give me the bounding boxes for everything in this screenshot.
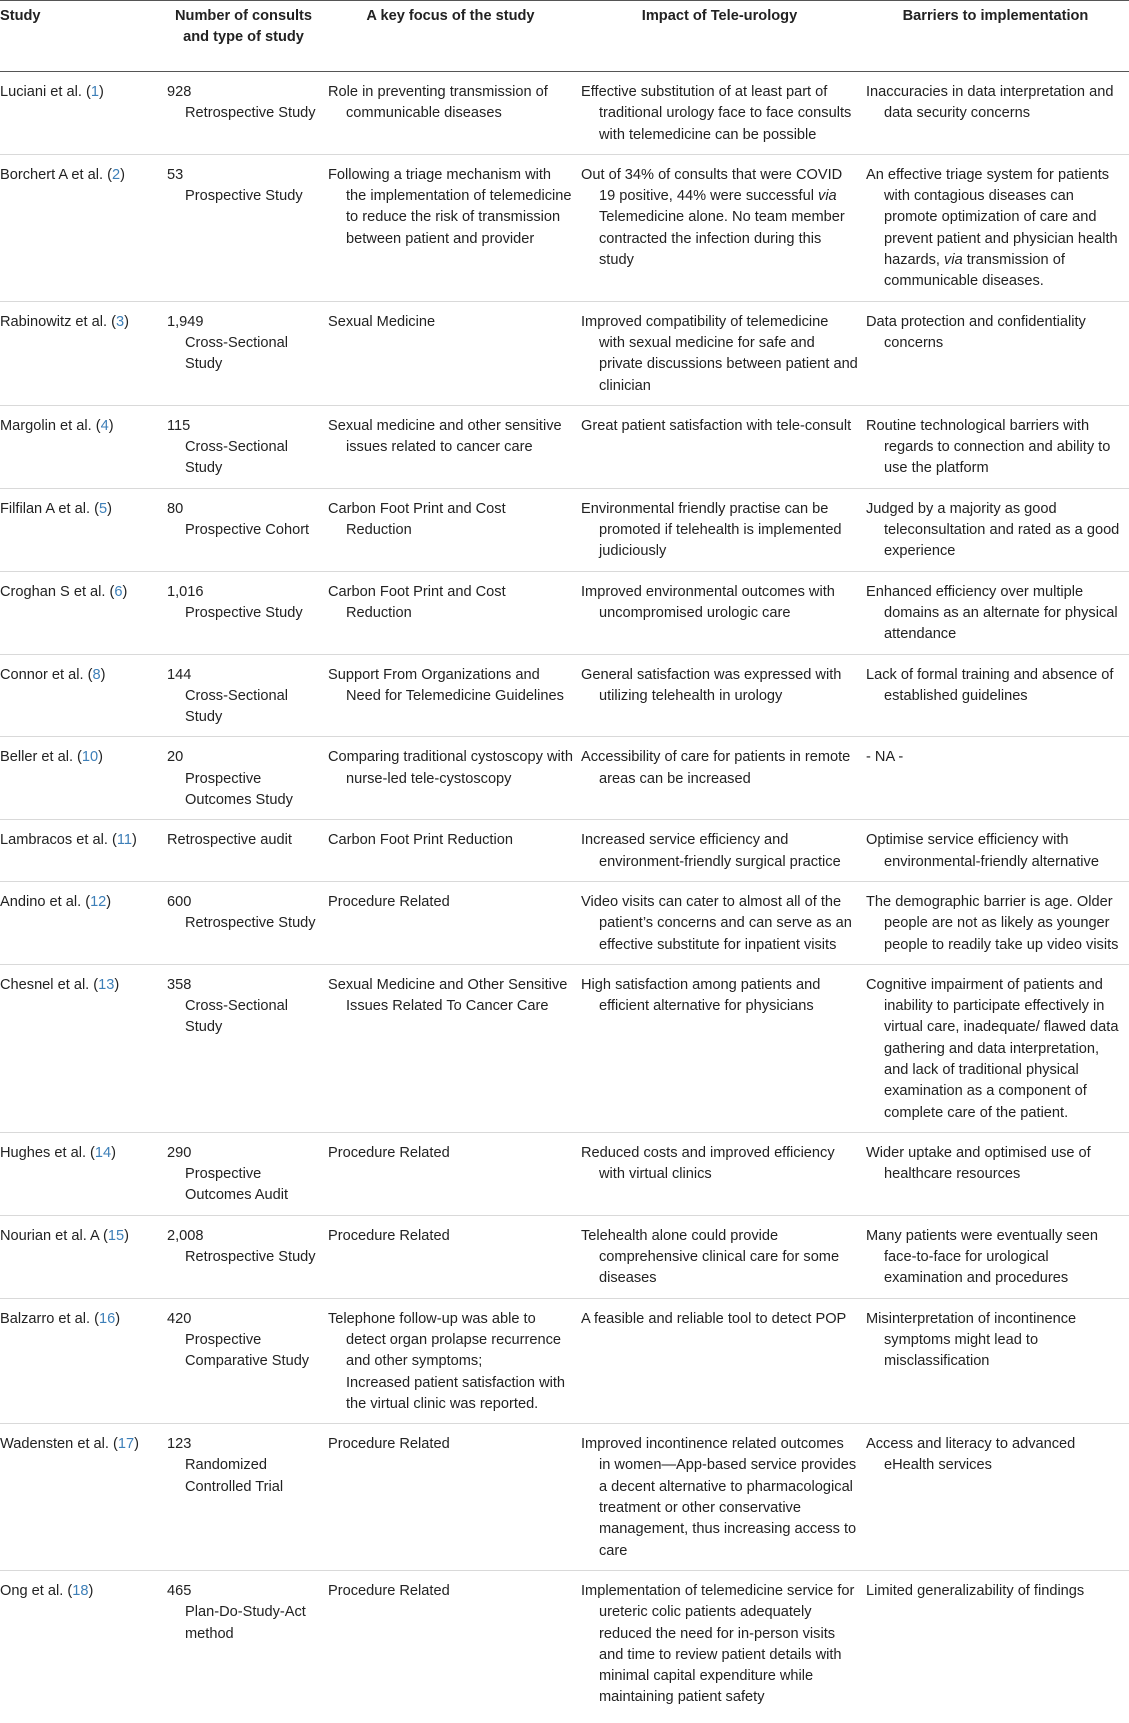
consults-cell: 1,016 Prospective Study	[163, 571, 324, 654]
focus-cell: Procedure Related	[328, 1582, 450, 1599]
table-row	[0, 405, 1129, 488]
table-row	[0, 154, 1129, 301]
impact-cell: Environmental friendly practise can be promoted if telehealth is implemented judiciously	[577, 488, 862, 571]
reference-link[interactable]: 1	[90, 84, 99, 100]
impact-cell: High satisfaction among patients and efficient alternative for physicians	[577, 964, 862, 1132]
focus-cell: Procedure Related	[324, 881, 577, 964]
consults-cell: 928 Retrospective Study	[163, 72, 324, 155]
impact-cell: Increased service efficiency and environment-friendly surgical practice	[577, 820, 862, 882]
study-cell: Balzarro et al. (16)	[0, 1298, 163, 1423]
header-consults: Number of consults and type of study	[163, 1, 324, 72]
reference-link[interactable]: 13	[98, 976, 115, 993]
table-row	[0, 301, 1129, 405]
focus-cell: Procedure Related	[324, 1424, 577, 1571]
study-cell: Wadensten et al. (17)	[0, 1424, 163, 1571]
reference-link[interactable]: 5	[98, 500, 108, 517]
study-cell: Hughes et al. (14)	[0, 1132, 163, 1215]
table-row	[0, 820, 1129, 882]
reference-link[interactable]: 16	[98, 1310, 116, 1327]
study-cell: Margolin et al. (4)	[0, 405, 163, 488]
consults-cell: 123 Randomized Controlled Trial	[163, 1424, 324, 1571]
impact-cell: Improved compatibility of telemedicine with sexual medicine for safe and private discussions between patient and clinician	[577, 301, 862, 405]
impact-cell: General satisfaction was expressed with utilizing telehealth in urology	[577, 654, 862, 737]
reference-link[interactable]: 18	[72, 1582, 89, 1599]
barriers-cell: Wider uptake and optimised use of healthcare resources	[862, 1132, 1129, 1215]
focus-cell: Procedure Related	[324, 1132, 577, 1215]
study-cell: Croghan S et al. (6)	[0, 571, 163, 654]
consults-cell: 358 Cross-Sectional Study	[163, 964, 324, 1132]
table-row	[0, 1132, 1129, 1215]
focus-cell: Carbon Foot Print and Cost Reduction	[324, 571, 577, 654]
impact-cell: Improved incontinence related outcomes in women—App-based service provides a decent alternative to pharmacological treatment or other conservative management, thus increasing access to care	[577, 1424, 862, 1571]
impact-cell: Implementation of telemedicine service for ureteric colic patients adequately reduced the need for in-person visits and time to review patient details with minimal capital expenditure while maintaining patient safety	[581, 1582, 855, 1706]
impact-cell: Improved environmental outcomes with uncompromised urologic care	[577, 571, 862, 654]
impact-cell: Effective substitution of at least part of traditional urology face to face consults with telemedicine can be possible	[577, 72, 862, 155]
barriers-cell: - NA -	[862, 737, 1129, 820]
reference-link[interactable]: 4	[100, 417, 109, 434]
barriers-cell: Enhanced efficiency over multiple domains as an alternate for physical attendance	[862, 571, 1129, 654]
consults-cell: 1,949 Cross-Sectional Study	[163, 301, 324, 405]
focus-cell: Carbon Foot Print Reduction	[324, 820, 577, 882]
focus-cell: Carbon Foot Print and Cost Reduction	[324, 488, 577, 571]
study-cell: Connor et al. (8)	[0, 654, 163, 737]
header-impact: Impact of Tele-urology	[577, 1, 862, 72]
table-body	[0, 72, 1129, 1717]
consults-cell: 465 Plan-Do-Study-Act method	[167, 1582, 306, 1642]
consults-cell: 2,008 Retrospective Study	[163, 1215, 324, 1298]
header-study: Study	[0, 1, 163, 72]
consults-cell: 420 Prospective Comparative Study	[163, 1298, 324, 1423]
study-cell: Rabinowitz et al. (3)	[0, 301, 163, 405]
table-row	[0, 964, 1129, 1132]
table-row	[0, 1298, 1129, 1423]
barriers-cell: Optimise service efficiency with environmental-friendly alternative	[862, 820, 1129, 882]
focus-cell: Sexual Medicine	[324, 301, 577, 405]
focus-cell: Role in preventing transmission of communicable diseases	[324, 72, 577, 155]
reference-link[interactable]: 17	[117, 1436, 135, 1453]
study-cell: Filfilan A et al. (5)	[0, 488, 163, 571]
study-cell: Beller et al. (10)	[0, 737, 163, 820]
study-cell: Ong et al. (18)	[0, 1582, 94, 1599]
focus-cell: Sexual Medicine and Other Sensitive Issues Related To Cancer Care	[324, 964, 577, 1132]
consults-cell: 20 Prospective Outcomes Study	[163, 737, 324, 820]
barriers-cell: Inaccuracies in data interpretation and data security concerns	[862, 72, 1129, 155]
reference-link[interactable]: 2	[111, 166, 121, 183]
reference-link[interactable]: 15	[107, 1227, 125, 1244]
impact-cell: Video visits can cater to almost all of the patient’s concerns and can serve as an effective substitute for inpatient visits	[577, 881, 862, 964]
barriers-cell: An effective triage system for patients with contagious diseases can promote optimization of care and prevent patient and physician health hazards, via transmission of communicable diseases.	[862, 154, 1129, 301]
table-row	[0, 1424, 1129, 1571]
focus-cell: Support From Organizations and Need for Telemedicine Guidelines	[324, 654, 577, 737]
barriers-cell: Access and literacy to advanced eHealth services	[862, 1424, 1129, 1571]
study-cell: Andino et al. (12)	[0, 881, 163, 964]
barriers-cell: Lack of formal training and absence of established guidelines	[862, 654, 1129, 737]
table-row	[0, 1215, 1129, 1298]
consults-cell: 80 Prospective Cohort	[163, 488, 324, 571]
barriers-cell: The demographic barrier is age. Older people are not as likely as younger people to readily take up video visits	[862, 881, 1129, 964]
table-row	[0, 488, 1129, 571]
reference-link[interactable]: 14	[94, 1144, 112, 1161]
study-cell: Borchert A et al. (2)	[0, 154, 163, 301]
consults-cell: 53 Prospective Study	[163, 154, 324, 301]
barriers-cell: Judged by a majority as good teleconsultation and rated as a good experience	[862, 488, 1129, 571]
study-cell: Chesnel et al. (13)	[0, 964, 163, 1132]
reference-link[interactable]: 3	[116, 313, 125, 330]
table-row	[0, 737, 1129, 820]
table-row	[0, 1570, 1129, 1716]
impact-cell: Great patient satisfaction with tele-consult	[577, 405, 862, 488]
header-barriers: Barriers to implementation	[862, 1, 1129, 72]
barriers-cell: Misinterpretation of incontinence symptoms might lead to misclassification	[862, 1298, 1129, 1423]
barriers-cell: Data protection and confidentiality concerns	[862, 301, 1129, 405]
reference-link[interactable]: 12	[90, 893, 107, 910]
barriers-cell: Limited generalizability of findings	[866, 1582, 1085, 1599]
consults-cell: 600 Retrospective Study	[163, 881, 324, 964]
reference-link[interactable]: 11	[116, 832, 132, 849]
focus-cell: Telephone follow-up was able to detect organ prolapse recurrence and other symptoms; Increased patient satisfaction with the virtual clinic was reported.	[324, 1298, 577, 1423]
study-cell: Lambracos et al. (11)	[0, 820, 163, 882]
barriers-cell: Routine technological barriers with regards to connection and ability to use the platform	[862, 405, 1129, 488]
focus-cell: Sexual medicine and other sensitive issues related to cancer care	[324, 405, 577, 488]
barriers-cell: Cognitive impairment of patients and inability to participate effectively in virtual care, inadequate/ flawed data gathering and data interpretation, and lack of traditional physical examination as a component of complete care of the patient.	[862, 964, 1129, 1132]
consults-cell: 290 Prospective Outcomes Audit	[163, 1132, 324, 1215]
reference-link[interactable]: 6	[114, 583, 123, 600]
table-row	[0, 571, 1129, 654]
reference-link[interactable]: 8	[92, 666, 101, 683]
impact-cell: A feasible and reliable tool to detect POP	[577, 1298, 862, 1423]
impact-cell: Out of 34% of consults that were COVID 19 positive, 44% were successful via Telemedicine alone. No team member contracted the infection during this study	[577, 154, 862, 301]
reference-link[interactable]: 10	[81, 749, 99, 766]
study-cell: Nourian et al. A (15)	[0, 1215, 163, 1298]
focus-cell: Procedure Related	[324, 1215, 577, 1298]
table-row	[0, 881, 1129, 964]
consults-cell: 115 Cross-Sectional Study	[163, 405, 324, 488]
focus-cell: Comparing traditional cystoscopy with nurse-led tele-cystoscopy	[324, 737, 577, 820]
study-cell: Luciani et al. (1)	[0, 72, 163, 155]
header-row	[0, 1, 1129, 72]
impact-cell: Accessibility of care for patients in remote areas can be increased	[577, 737, 862, 820]
impact-cell: Telehealth alone could provide comprehensive clinical care for some diseases	[577, 1215, 862, 1298]
consults-cell: Retrospective audit	[163, 820, 324, 882]
focus-cell: Following a triage mechanism with the implementation of telemedicine to reduce the risk of transmission between patient and provider	[324, 154, 577, 301]
header-focus: A key focus of the study	[324, 1, 577, 72]
consults-cell: 144 Cross-Sectional Study	[163, 654, 324, 737]
table-row	[0, 72, 1129, 155]
barriers-cell: Many patients were eventually seen face-to-face for urological examination and procedures	[862, 1215, 1129, 1298]
table-row	[0, 654, 1129, 737]
impact-cell: Reduced costs and improved efficiency with virtual clinics	[577, 1132, 862, 1215]
